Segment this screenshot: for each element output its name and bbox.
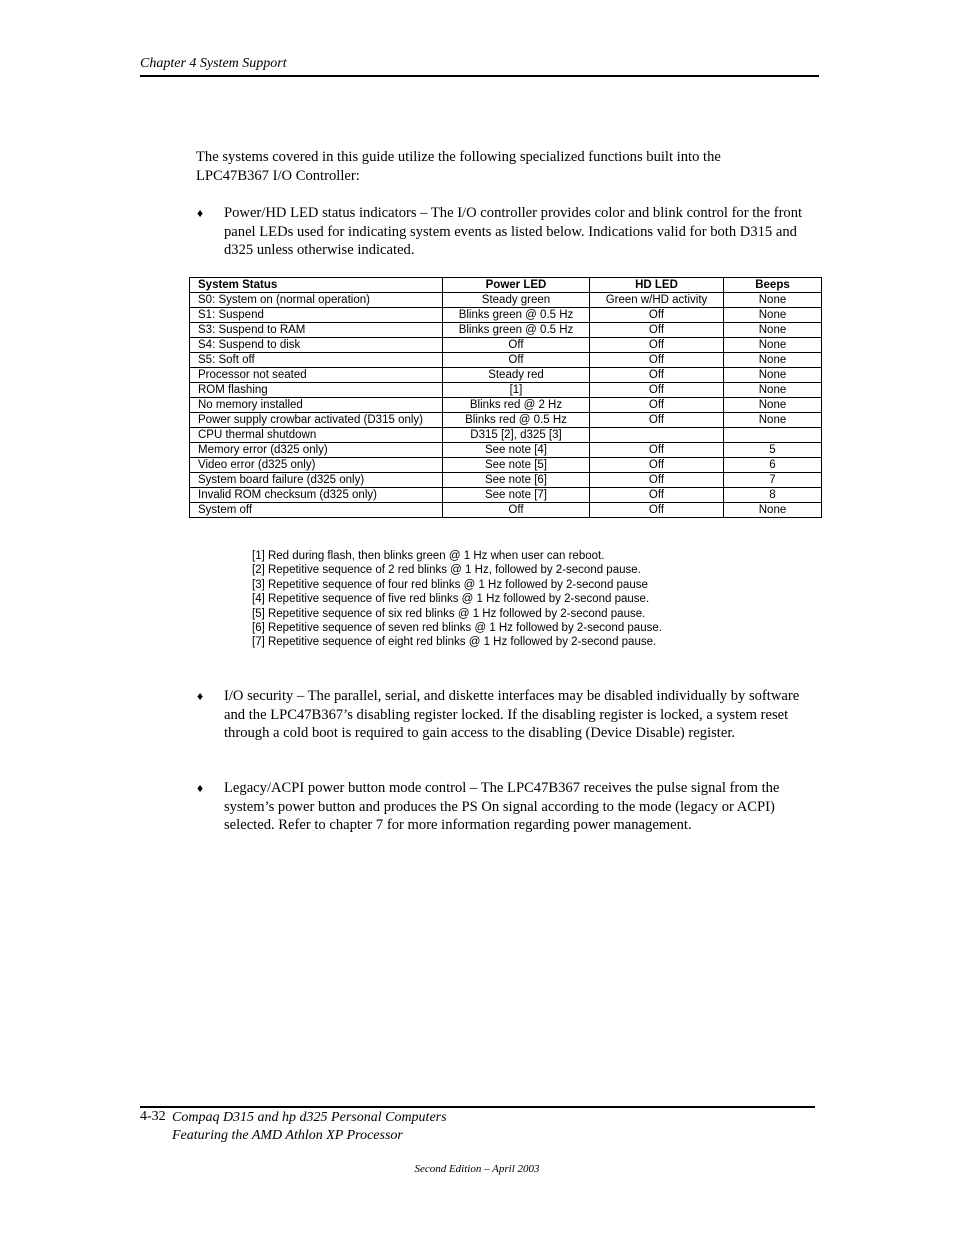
- table-row: [190, 428, 822, 443]
- bullet-led-indicators: Power/HD LED status indicators – The I/O controller provides color and blink control for the front panel LEDs used for indicating system events as listed below. Indications valid for both D315 and d325 unless otherwise indicated.: [224, 205, 803, 258]
- cell-beeps: None: [724, 383, 822, 398]
- cell-beeps: None: [724, 293, 822, 308]
- cell-hd-led: Off: [590, 443, 724, 458]
- table-row: [190, 353, 822, 368]
- intro-paragraph: The systems covered in this guide utilize the following specialized functions built into the LPC47B367 I/O Controller:: [196, 149, 721, 184]
- note-item: [5] Repetitive sequence of six red blinks @ 1 Hz followed by 2-second pause.: [252, 607, 646, 620]
- footer-rule: [140, 1106, 815, 1108]
- table-header-row: [190, 278, 822, 293]
- page-number: 4-32: [140, 1109, 166, 1124]
- cell-power-led: Blinks red @ 0.5 Hz: [443, 413, 590, 428]
- cell-system-status: Invalid ROM checksum (d325 only): [190, 488, 443, 503]
- table-row: [190, 323, 822, 338]
- cell-beeps: None: [724, 503, 822, 518]
- table-notes: [252, 549, 662, 650]
- cell-beeps: 6: [724, 458, 822, 473]
- chapter-header: Chapter 4 System Support: [140, 56, 287, 71]
- cell-system-status: Power supply crowbar activated (D315 only): [190, 413, 443, 428]
- cell-hd-led: Off: [590, 353, 724, 368]
- table-row: [190, 473, 822, 488]
- cell-system-status: Video error (d325 only): [190, 458, 443, 473]
- cell-beeps: None: [724, 338, 822, 353]
- column-header-system-status: System Status: [190, 278, 443, 293]
- cell-power-led: Off: [443, 503, 590, 518]
- cell-power-led: Off: [443, 353, 590, 368]
- cell-beeps: None: [724, 413, 822, 428]
- bullet-diamond-icon: ♦: [197, 781, 204, 795]
- cell-hd-led: Off: [590, 323, 724, 338]
- cell-system-status: S1: Suspend: [190, 308, 443, 323]
- cell-power-led: Blinks red @ 2 Hz: [443, 398, 590, 413]
- cell-beeps: None: [724, 368, 822, 383]
- led-status-table: [189, 277, 822, 518]
- cell-system-status: No memory installed: [190, 398, 443, 413]
- note-item: [2] Repetitive sequence of 2 red blinks @ 1 Hz, followed by 2-second pause.: [252, 564, 641, 577]
- table-row: [190, 338, 822, 353]
- table-row: [190, 368, 822, 383]
- bullet-io-security: I/O security – The parallel, serial, and diskette interfaces may be disabled individually by software and the LPC47B367’s disabling register locked. If the disabling register is locked, a system reset through a cold boot is required to gain access to the disabling (Device Disable) register.: [224, 688, 800, 741]
- cell-hd-led: Off: [590, 308, 724, 323]
- cell-hd-led: Off: [590, 383, 724, 398]
- column-header-hd-led: HD LED: [590, 278, 724, 293]
- cell-hd-led: Off: [590, 503, 724, 518]
- footer-title-line-2: Featuring the AMD Athlon XP Processor: [172, 1128, 403, 1143]
- cell-power-led: See note [4]: [443, 443, 590, 458]
- cell-hd-led: Off: [590, 458, 724, 473]
- table-row: [190, 398, 822, 413]
- note-item: [6] Repetitive sequence of seven red blinks @ 1 Hz followed by 2-second pause.: [252, 622, 662, 635]
- cell-hd-led: Green w/HD activity: [590, 293, 724, 308]
- cell-power-led: Blinks green @ 0.5 Hz: [443, 308, 590, 323]
- table-row: [190, 443, 822, 458]
- note-item: [3] Repetitive sequence of four red blinks @ 1 Hz followed by 2-second pause: [252, 578, 648, 591]
- table-row: [190, 503, 822, 518]
- cell-hd-led: Off: [590, 338, 724, 353]
- cell-power-led: See note [5]: [443, 458, 590, 473]
- cell-system-status: S0: System on (normal operation): [190, 293, 443, 308]
- cell-beeps: None: [724, 398, 822, 413]
- column-header-power-led: Power LED: [443, 278, 590, 293]
- cell-power-led: [1]: [443, 383, 590, 398]
- cell-beeps: 7: [724, 473, 822, 488]
- cell-beeps: [724, 428, 822, 443]
- cell-beeps: 8: [724, 488, 822, 503]
- cell-hd-led: Off: [590, 398, 724, 413]
- cell-beeps: None: [724, 323, 822, 338]
- note-item: [1] Red during flash, then blinks green @ 1 Hz when user can reboot.: [252, 550, 605, 562]
- cell-system-status: ROM flashing: [190, 383, 443, 398]
- cell-beeps: None: [724, 308, 822, 323]
- cell-system-status: Memory error (d325 only): [190, 443, 443, 458]
- cell-hd-led: Off: [590, 413, 724, 428]
- cell-hd-led: Off: [590, 488, 724, 503]
- cell-power-led: Blinks green @ 0.5 Hz: [443, 323, 590, 338]
- header-rule: [140, 75, 819, 77]
- note-item: [4] Repetitive sequence of five red blinks @ 1 Hz followed by 2-second pause.: [252, 593, 650, 606]
- cell-hd-led: [590, 428, 724, 443]
- cell-system-status: System board failure (d325 only): [190, 473, 443, 488]
- cell-power-led: Steady red: [443, 368, 590, 383]
- cell-system-status: S4: Suspend to disk: [190, 338, 443, 353]
- cell-system-status: CPU thermal shutdown: [190, 428, 443, 443]
- cell-power-led: Off: [443, 338, 590, 353]
- table-row: [190, 488, 822, 503]
- cell-hd-led: Off: [590, 473, 724, 488]
- column-header-beeps: Beeps: [724, 278, 822, 293]
- cell-power-led: Steady green: [443, 293, 590, 308]
- cell-power-led: See note [6]: [443, 473, 590, 488]
- footer-book-title: [172, 1109, 447, 1145]
- table-row: [190, 383, 822, 398]
- cell-beeps: 5: [724, 443, 822, 458]
- edition-note: Second Edition – April 2003: [414, 1163, 540, 1175]
- bullet-diamond-icon: ♦: [197, 206, 204, 220]
- cell-system-status: Processor not seated: [190, 368, 443, 383]
- led-table-body: [190, 293, 822, 518]
- bullet-diamond-icon: ♦: [197, 689, 204, 703]
- cell-system-status: S5: Soft off: [190, 353, 443, 368]
- cell-system-status: S3: Suspend to RAM: [190, 323, 443, 338]
- footer-title-line-1: Compaq D315 and hp d325 Personal Computers: [172, 1110, 447, 1125]
- bullet-power-button-mode: Legacy/ACPI power button mode control – The LPC47B367 receives the pulse signal from the system’s power button and produces the PS On signal according to the mode (legacy or ACPI) selected. Refer to chapter 7 for more information regarding power management.: [224, 780, 780, 833]
- cell-hd-led: Off: [590, 368, 724, 383]
- table-row: [190, 458, 822, 473]
- note-item: [7] Repetitive sequence of eight red blinks @ 1 Hz followed by 2-second pause.: [252, 636, 657, 649]
- table-row: [190, 413, 822, 428]
- cell-beeps: None: [724, 353, 822, 368]
- table-row: [190, 293, 822, 308]
- cell-power-led: D315 [2], d325 [3]: [443, 428, 590, 443]
- cell-system-status: System off: [190, 503, 443, 518]
- table-row: [190, 308, 822, 323]
- cell-power-led: See note [7]: [443, 488, 590, 503]
